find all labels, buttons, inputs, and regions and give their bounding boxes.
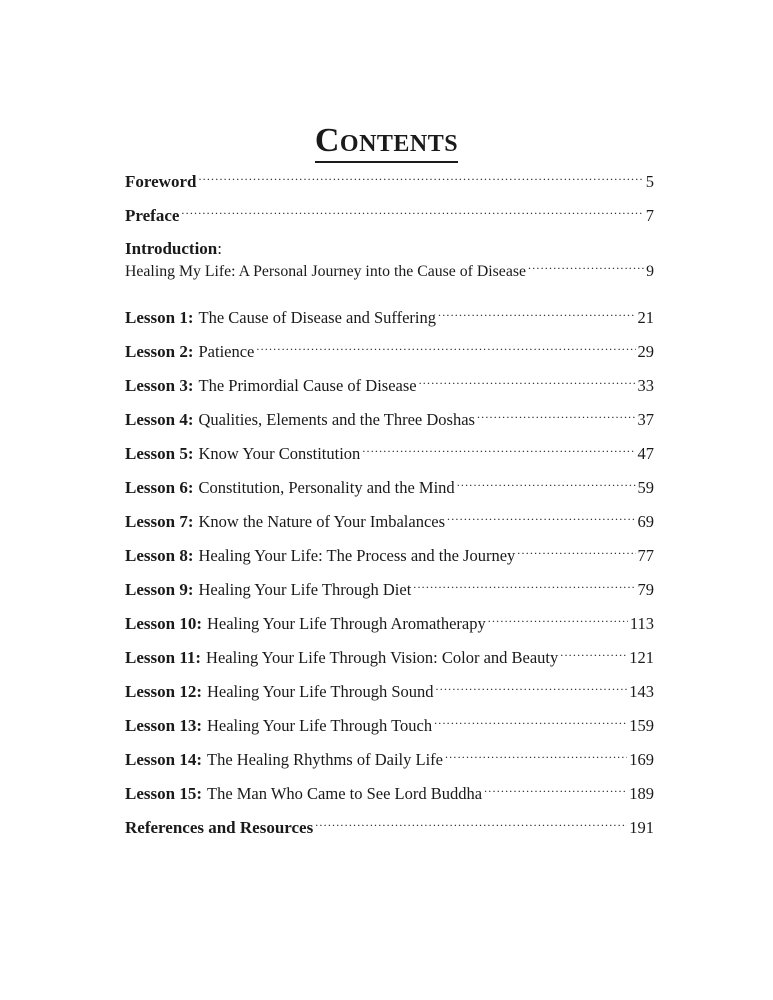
toc-entry-label: Lesson 12: [125, 682, 202, 701]
toc-entry-references[interactable] [125, 814, 654, 848]
toc-entry-page: 77 [637, 546, 654, 565]
dot-leader [445, 749, 627, 766]
toc-entry-title: Qualities, Elements and the Three Doshas [198, 410, 475, 429]
toc-entry-label-suffix: : [217, 239, 222, 258]
toc-entry-label: Lesson 14: [125, 750, 202, 769]
toc-entry-label: Introduction [125, 239, 218, 258]
toc-entry-lesson-2[interactable] [125, 338, 654, 372]
toc-entry-label: Lesson 1: [125, 308, 194, 327]
toc-entry-label: Preface [125, 206, 180, 225]
toc-entry-title: Healing Your Life Through Aromatherapy [206, 614, 486, 633]
toc-entry-label: Lesson 11: [125, 648, 202, 667]
toc-entry-lesson-12[interactable] [125, 678, 654, 712]
toc-entry-page: 37 [637, 410, 654, 429]
toc-entry-title: Healing Your Life: The Process and the Journey [198, 546, 516, 565]
dot-leader [315, 817, 627, 834]
dot-leader [560, 647, 627, 664]
toc-entry-page: 21 [637, 308, 654, 327]
dot-leader [413, 579, 635, 596]
toc-entry-page: 69 [637, 512, 654, 531]
toc-entry-title: Healing Your Life Through Sound [206, 682, 434, 701]
toc-entry-page: 113 [629, 614, 654, 633]
dot-leader [436, 681, 628, 698]
toc-entry-page: 7 [645, 206, 654, 225]
dot-leader [419, 375, 636, 392]
toc-entry-lesson-10[interactable] [125, 610, 654, 644]
toc-entry-label: Lesson 7: [125, 512, 194, 531]
toc-entry-page: 159 [629, 716, 654, 735]
toc-entry-label: Lesson 6: [125, 478, 194, 497]
table-of-contents [125, 168, 654, 848]
page-title-text: Contents [315, 121, 458, 163]
toc-entry-title: Healing My Life: A Personal Journey into the Cause of Disease [125, 263, 526, 280]
toc-entry-label: Lesson 4: [125, 410, 194, 429]
toc-entry-page: 29 [637, 342, 654, 361]
toc-entry-title: The Healing Rhythms of Daily Life [206, 750, 443, 769]
dot-leader [517, 545, 635, 562]
toc-entry-title: Constitution, Personality and the Mind [198, 478, 455, 497]
toc-entry-lesson-8[interactable] [125, 542, 654, 576]
toc-entry-title: The Cause of Disease and Suffering [198, 308, 436, 327]
dot-leader [447, 511, 635, 528]
toc-entry-lesson-3[interactable] [125, 372, 654, 406]
toc-entry-label: Lesson 3: [125, 376, 194, 395]
dot-leader [362, 443, 635, 460]
toc-entry-title: Know the Nature of Your Imbalances [198, 512, 446, 531]
dot-leader [198, 171, 643, 188]
toc-entry-label: References and Resources [125, 818, 314, 837]
toc-entry-lesson-15[interactable] [125, 780, 654, 814]
toc-entry-lesson-6[interactable] [125, 474, 654, 508]
toc-entry-label-line [125, 236, 654, 258]
toc-entry-label: Foreword [125, 172, 197, 191]
dot-leader [438, 307, 636, 324]
toc-entry-page: 169 [629, 750, 654, 769]
dot-leader [484, 783, 627, 800]
toc-entry-lesson-5[interactable] [125, 440, 654, 474]
toc-entry-lesson-4[interactable] [125, 406, 654, 440]
toc-entry-page: 59 [637, 478, 654, 497]
toc-entry-page: 189 [629, 784, 654, 803]
toc-entry-title: Healing Your Life Through Touch [206, 716, 433, 735]
dot-leader [256, 341, 635, 358]
toc-entry-lesson-7[interactable] [125, 508, 654, 542]
toc-entry-page: 9 [646, 263, 654, 280]
toc-entry-lesson-1[interactable] [125, 304, 654, 338]
dot-leader [434, 715, 627, 732]
dot-leader [528, 260, 644, 276]
toc-entry-page: 33 [637, 376, 654, 395]
dot-leader [457, 477, 636, 494]
toc-entry-title: The Man Who Came to See Lord Buddha [206, 784, 483, 803]
toc-entry-label: Lesson 5: [125, 444, 194, 463]
toc-entry-foreword[interactable] [125, 168, 654, 202]
toc-entry-lesson-11[interactable] [125, 644, 654, 678]
toc-entry-page: 121 [629, 648, 654, 667]
dot-leader [477, 409, 636, 426]
toc-entry-label: Lesson 13: [125, 716, 202, 735]
toc-entry-title: Healing Your Life Through Diet [198, 580, 412, 599]
toc-entry-lesson-14[interactable] [125, 746, 654, 780]
toc-entry-title: The Primordial Cause of Disease [198, 376, 417, 395]
toc-entry-label: Lesson 15: [125, 784, 202, 803]
page-title [0, 118, 773, 164]
toc-entry-title: Patience [198, 342, 255, 361]
toc-entry-title-line [125, 258, 654, 298]
toc-entry-lesson-9[interactable] [125, 576, 654, 610]
toc-entry-label: Lesson 9: [125, 580, 194, 599]
toc-entry-page: 5 [645, 172, 654, 191]
toc-entry-label: Lesson 2: [125, 342, 194, 361]
toc-entry-introduction[interactable] [125, 236, 654, 304]
toc-entry-title: Know Your Constitution [198, 444, 361, 463]
toc-entry-title: Healing Your Life Through Vision: Color and Beauty [206, 648, 559, 667]
dot-leader [181, 205, 643, 222]
toc-entry-lesson-13[interactable] [125, 712, 654, 746]
toc-entry-page: 79 [637, 580, 654, 599]
toc-entry-label: Lesson 10: [125, 614, 202, 633]
toc-entry-label: Lesson 8: [125, 546, 194, 565]
dot-leader [488, 613, 628, 630]
toc-entry-page: 191 [629, 818, 654, 837]
toc-entry-page: 143 [629, 682, 654, 701]
toc-entry-page: 47 [637, 444, 654, 463]
toc-entry-preface[interactable] [125, 202, 654, 236]
